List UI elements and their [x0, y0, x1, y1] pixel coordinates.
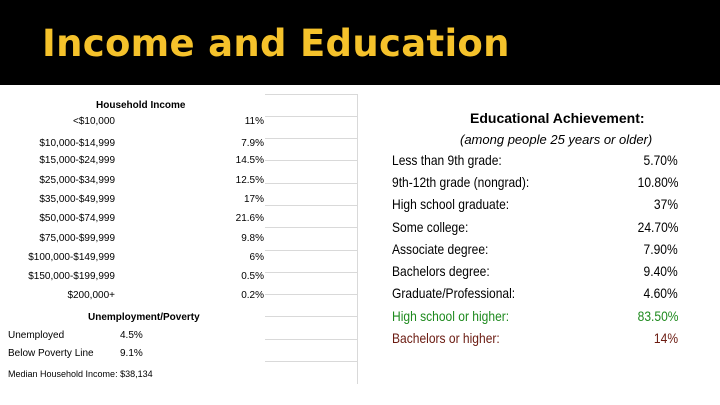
- grid-line: [265, 183, 358, 184]
- income-value: 14.5%: [235, 155, 264, 166]
- grid-line: [265, 94, 358, 95]
- grid-line: [265, 361, 358, 362]
- income-value: 7.9%: [241, 138, 264, 149]
- education-label: 9th-12th grade (nongrad):: [392, 174, 530, 190]
- unemployment-header: Unemployment/Poverty: [88, 312, 200, 323]
- education-value: 83.50%: [637, 308, 678, 324]
- income-panel: [0, 94, 360, 384]
- income-value: 0.2%: [241, 290, 264, 301]
- education-row-highlight-red: [390, 330, 678, 352]
- income-label: $75,000-$99,999: [39, 233, 115, 244]
- education-row: [390, 152, 678, 174]
- education-label: Some college:: [392, 219, 469, 235]
- poverty-value: 4.5%: [120, 330, 143, 341]
- grid-line: [265, 250, 358, 251]
- income-row: [0, 116, 265, 132]
- income-label: $15,000-$24,999: [39, 155, 115, 166]
- income-value: 17%: [243, 194, 264, 205]
- title-bar: [0, 0, 720, 85]
- income-value: 0.5%: [241, 271, 264, 282]
- grid-line: [265, 272, 358, 273]
- education-row-highlight-green: [390, 308, 678, 330]
- education-label: High school graduate:: [392, 196, 510, 212]
- grid-line: [265, 116, 358, 117]
- education-value: 24.70%: [637, 219, 678, 235]
- income-row: [0, 175, 265, 191]
- income-label: $10,000-$14,999: [39, 138, 115, 149]
- grid-line: [265, 339, 358, 340]
- income-header: Household Income: [96, 100, 186, 111]
- income-label: <$10,000: [73, 116, 115, 127]
- income-row: [0, 138, 265, 154]
- income-row: [0, 213, 265, 229]
- education-label: High school or higher:: [392, 308, 510, 324]
- grid-line: [265, 227, 358, 228]
- income-label: $25,000-$34,999: [39, 175, 115, 186]
- education-title: Educational Achievement:: [470, 110, 645, 126]
- poverty-row: [8, 348, 208, 364]
- education-row: [390, 241, 678, 263]
- income-row: [0, 271, 265, 287]
- poverty-value: 9.1%: [120, 348, 143, 359]
- education-value: 9.40%: [643, 263, 678, 279]
- income-label: $100,000-$149,999: [28, 252, 115, 263]
- education-label: Graduate/Professional:: [392, 285, 516, 301]
- education-row: [390, 285, 678, 307]
- income-value: 6%: [249, 252, 264, 263]
- grid-line: [265, 205, 358, 206]
- education-label: Associate degree:: [392, 241, 489, 257]
- income-label: $200,000+: [67, 290, 115, 301]
- education-value: 7.90%: [643, 241, 678, 257]
- education-row: [390, 263, 678, 285]
- education-subtitle: (among people 25 years or older): [460, 132, 653, 147]
- income-row: [0, 233, 265, 249]
- education-row: [390, 174, 678, 196]
- median-income: Median Household Income: $38,134: [8, 369, 153, 379]
- poverty-label: Unemployed: [8, 330, 65, 341]
- education-label: Bachelors degree:: [392, 263, 490, 279]
- income-value: 11%: [244, 116, 264, 127]
- education-value: 14%: [653, 330, 678, 346]
- income-row: [0, 252, 265, 268]
- income-row: [0, 290, 265, 306]
- income-label: $50,000-$74,999: [39, 213, 115, 224]
- poverty-row: [8, 330, 208, 346]
- grid-line: [265, 138, 358, 139]
- education-value: 4.60%: [643, 285, 678, 301]
- grid-line: [265, 294, 358, 295]
- income-label: $35,000-$49,999: [39, 194, 115, 205]
- income-label: $150,000-$199,999: [28, 271, 115, 282]
- income-row: [0, 155, 265, 171]
- grid-line: [265, 160, 358, 161]
- grid-line: [265, 316, 358, 317]
- education-row: [390, 219, 678, 241]
- income-row: [0, 194, 265, 210]
- education-label: Less than 9th grade:: [392, 152, 502, 168]
- education-value: 37%: [653, 196, 678, 212]
- education-value: 10.80%: [637, 174, 678, 190]
- education-value: 5.70%: [643, 152, 678, 168]
- poverty-label: Below Poverty Line: [8, 348, 94, 359]
- education-label: Bachelors or higher:: [392, 330, 500, 346]
- income-value: 12.5%: [235, 175, 264, 186]
- slide-title: Income and Education: [42, 22, 510, 65]
- education-row: [390, 196, 678, 218]
- income-value: 9.8%: [241, 233, 264, 244]
- income-value: 21.6%: [235, 213, 264, 224]
